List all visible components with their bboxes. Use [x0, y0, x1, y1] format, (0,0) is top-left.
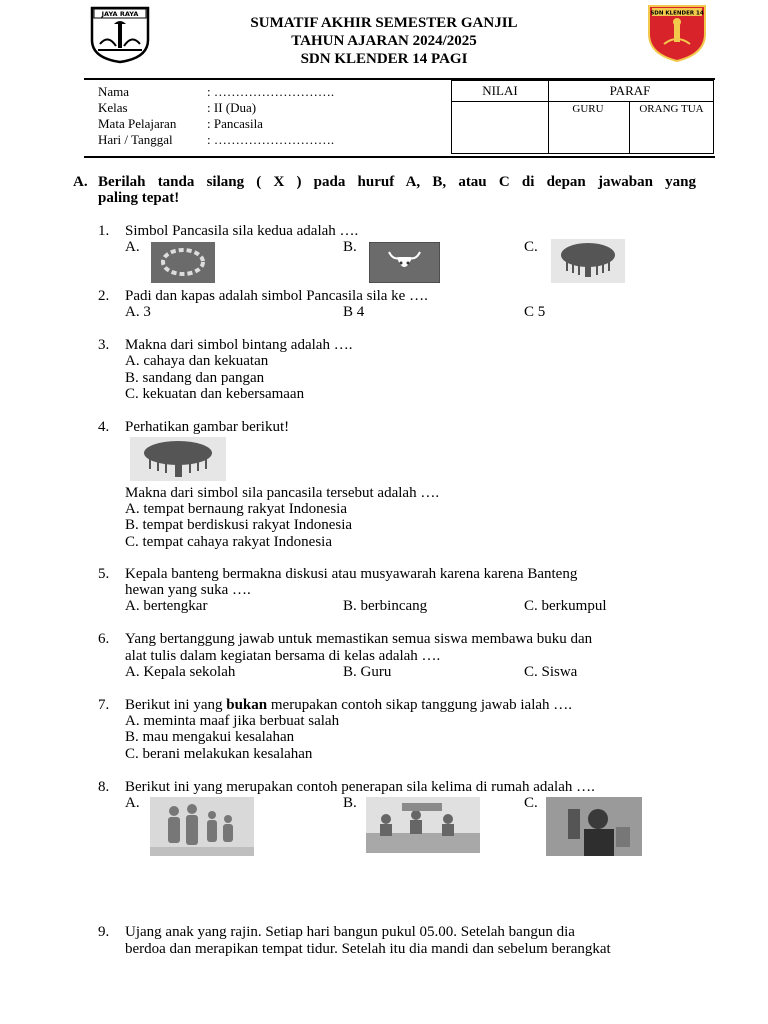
q3-number: 3. [98, 337, 110, 353]
banteng-head-icon [369, 242, 440, 283]
section-instruction-line-2: paling tepat! [98, 190, 180, 206]
q4-number: 4. [98, 419, 110, 435]
q7-option-c[interactable]: C. berani melakukan kesalahan [125, 746, 313, 762]
q4-text: Perhatikan gambar berikut! [125, 419, 290, 435]
q2-option-b[interactable]: B 4 [343, 304, 365, 320]
header-line-1: SUMATIF AKHIR SEMESTER GANJIL [250, 15, 518, 31]
q5-option-c[interactable]: C. berkumpul [524, 598, 607, 614]
label-hari-tanggal: Hari / Tanggal [98, 132, 173, 147]
sdn-klender-logo [646, 4, 708, 62]
banyan-tree-icon [551, 239, 625, 283]
paraf-orang-tua-label: ORANG TUA [639, 103, 704, 115]
paraf-box [547, 80, 714, 154]
q8-number: 8. [98, 779, 110, 795]
paraf-guru-cell[interactable] [547, 101, 630, 153]
q6-line-1: Yang bertanggung jawab untuk memastikan semua siswa membawa buku dan [125, 631, 593, 647]
q3-option-c[interactable]: C. kekuatan dan kebersamaan [125, 386, 305, 402]
label-kelas: Kelas [98, 100, 128, 115]
q8-text: Berikut ini yang merupakan contoh penerapan sila kelima di rumah adalah …. [125, 779, 595, 795]
q7-text-pre: Berikut ini yang [125, 697, 227, 713]
q6-option-a[interactable]: A. Kepala sekolah [125, 664, 236, 680]
q3-text: Makna dari simbol bintang adalah …. [125, 337, 353, 353]
q4-option-a[interactable]: A. tempat bernaung rakyat Indonesia [125, 501, 348, 517]
q3-option-a[interactable]: A. cahaya dan kekuatan [125, 353, 269, 369]
q1-option-b[interactable]: B. [343, 239, 357, 255]
nilai-box[interactable] [451, 80, 549, 154]
label-nama: Nama [98, 84, 130, 99]
q6-number: 6. [98, 631, 110, 647]
nilai-header: NILAI [452, 81, 548, 102]
q1-option-c[interactable]: C. [524, 239, 538, 255]
paraf-header: PARAF [547, 81, 713, 102]
q5-line-1: Kepala banteng bermakna diskusi atau musyawarah karena karena Banteng [125, 566, 578, 582]
q4-text-2: Makna dari simbol sila pancasila tersebut adalah …. [125, 485, 440, 501]
q1-option-a[interactable]: A. [125, 239, 140, 255]
q5-option-a[interactable]: A. bertengkar [125, 598, 208, 614]
q2-option-c[interactable]: C 5 [524, 304, 546, 320]
q6-option-b[interactable]: B. Guru [343, 664, 392, 680]
q5-line-2: hewan yang suka …. [125, 582, 251, 598]
q1-number: 1. [98, 223, 110, 239]
chain-icon [151, 242, 215, 283]
q5-option-b[interactable]: B. berbincang [343, 598, 428, 614]
q9-line-2: berdoa dan merapikan tempat tidur. Setelah itu dia mandi dan sebelum berangkat [125, 941, 611, 957]
q2-number: 2. [98, 288, 110, 304]
q9-number: 9. [98, 924, 110, 940]
q4-option-c[interactable]: C. tempat cahaya rakyat Indonesia [125, 534, 332, 550]
q7-number: 7. [98, 697, 110, 713]
q7-option-b[interactable]: B. mau mengakui kesalahan [125, 729, 295, 745]
family-picture [150, 797, 254, 856]
value-hari-tanggal[interactable]: : ………………………. [207, 132, 335, 147]
paraf-orang-tua-cell[interactable] [630, 101, 713, 153]
q7-text-post: merupakan contoh sikap tanggung jawab ialah …. [267, 697, 573, 713]
value-nama[interactable]: : ………………………. [207, 84, 335, 99]
logo-left-text: JAYA RAYA [101, 10, 139, 18]
q6-line-2: alat tulis dalam kegiatan bersama di kelas adalah …. [125, 648, 441, 664]
q7-text [125, 697, 572, 714]
value-mata-pelajaran: : Pancasila [207, 116, 263, 131]
classroom-picture [366, 797, 480, 853]
label-mata-pelajaran: Mata Pelajaran [98, 116, 177, 131]
header-line-3: SDN KLENDER 14 PAGI [300, 51, 468, 67]
q9-line-1: Ujang anak yang rajin. Setiap hari bangun pukul 05.00. Setelah bangun dia [125, 924, 575, 940]
section-letter: A. [73, 174, 88, 190]
section-instruction-line-1: Berilah tanda silang ( X ) pada huruf A, B, atau C di depan jawaban yang [98, 174, 696, 190]
q6-option-c[interactable]: C. Siswa [524, 664, 578, 680]
q8-option-c[interactable]: C. [524, 795, 538, 811]
header-line-2: TAHUN AJARAN 2024/2025 [291, 33, 477, 49]
q8-option-a[interactable]: A. [125, 795, 140, 811]
paraf-guru-label: GURU [572, 103, 604, 115]
q2-text: Padi dan kapas adalah simbol Pancasila sila ke …. [125, 288, 428, 304]
q2-option-a[interactable]: A. 3 [125, 304, 151, 320]
logo-right-text: SDN KLENDER 14 [650, 10, 704, 17]
boy-picture [546, 797, 642, 856]
q1-text: Simbol Pancasila sila kedua adalah …. [125, 223, 359, 239]
q4-option-b[interactable]: B. tempat berdiskusi rakyat Indonesia [125, 517, 353, 533]
q5-number: 5. [98, 566, 110, 582]
q7-text-bold: bukan [226, 697, 268, 713]
banyan-tree-icon [130, 437, 226, 481]
q3-option-b[interactable]: B. sandang dan pangan [125, 370, 265, 386]
q7-option-a[interactable]: A. meminta maaf jika berbuat salah [125, 713, 340, 729]
value-kelas: : II (Dua) [207, 100, 257, 115]
q8-option-b[interactable]: B. [343, 795, 357, 811]
